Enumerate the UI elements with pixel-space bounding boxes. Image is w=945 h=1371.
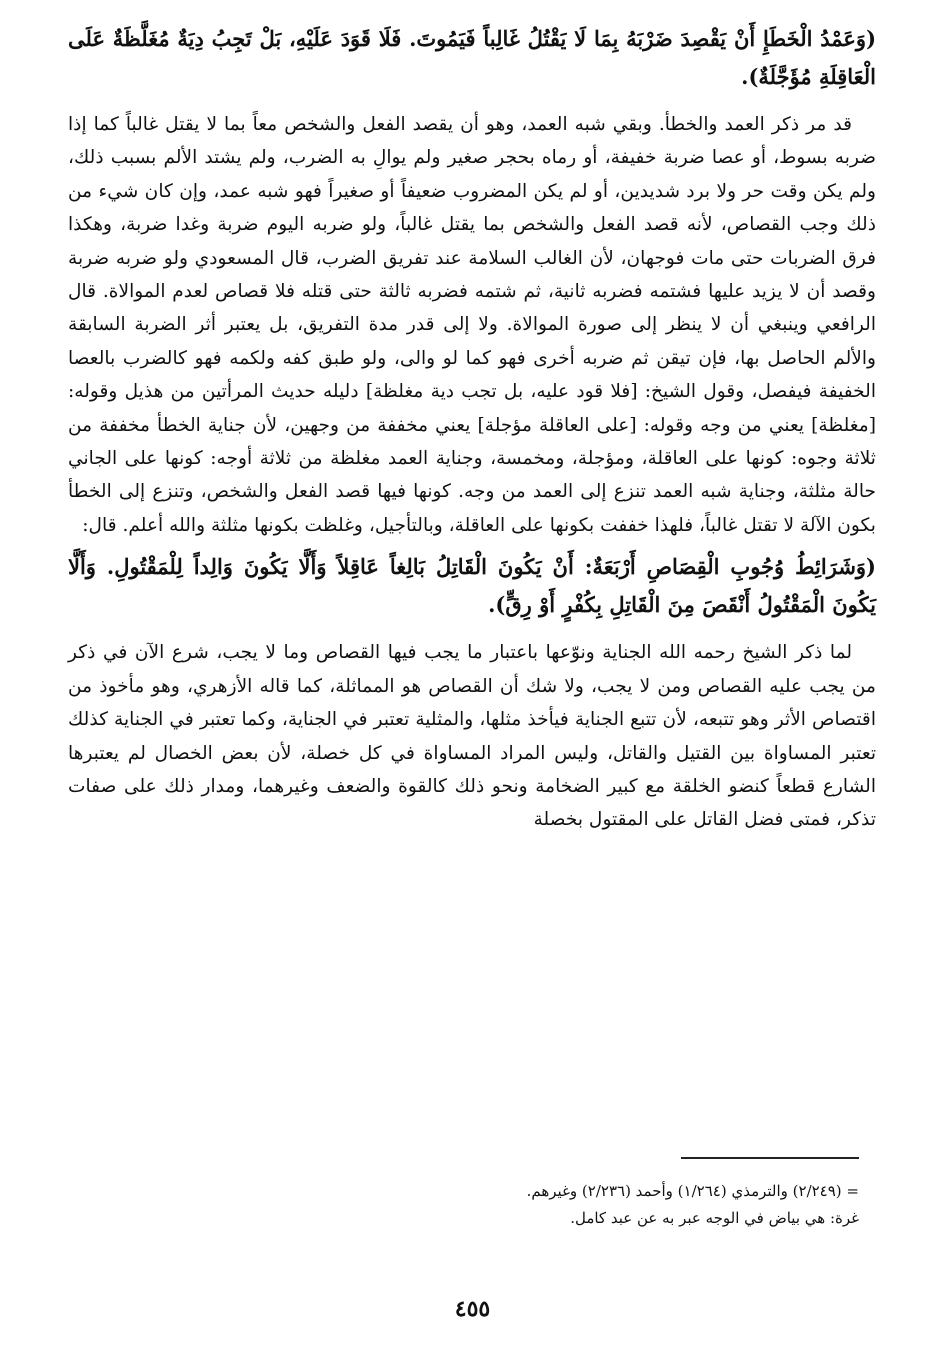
commentary-paragraph-1: قد مر ذكر العمد والخطأ. وبقي شبه العمد، وهو أن يقصد الفعل والشخص معاً بما لا يقتل غالباً كما إذا ضربه بسوط، أو عصا ضربة خفيفة، أو رماه بحجر صغير ولم يوالِ به الضرب، ولم يشتد الألم بسبب ذلك، ولم يكن وقت حر ولا برد شديدين، أو لم يكن المضروب ضعيفاً أو صغيراً فهو شبه عمد، وإن كان شيء من ذلك وجب القصاص، لأنه قصد الفعل والشخص بما يقتل غالباً، ولو ضربه اليوم ضربة وغدا ضربة، وهكذا فرق الضربات حتى مات فوجهان، لأن الغالب السلامة عند تفريق الضرب، قال المسعودي ولو ضربه ضربة وقصد أن لا يزيد عليها فشتمه فضربه ثانية، ثم شتمه فضربه ثالثة حتى قتله فلا قصاص لعدم الموالاة. قال الرافعي وينبغي أن لا ينظر إلى صورة الموالاة. ولا إلى قدر مدة التفريق، بل يعتبر أثر الضربة السابقة والألم الحاصل بها، فإن تيقن ثم ضربه أخرى فهو كما لو والى، ولو طبق كفه ولكمه فهو كالضرب بالعصا الخفيفة فيفصل، وقول الشيخ: [فلا قود عليه، بل تجب دية مغلظة] دليله حديث المرأتين من هذيل وقوله: [مغلظة] يعني من وجه وقوله: [على العاقلة مؤجلة] يعني مخففة من وجهين، لأن جناية الخطأ مخففة من ثلاثة وجوه: كونها على العاقلة، ومؤجلة، ومخمسة، وجناية العمد مغلظة من ثلاثة أوجه: كونها على الجاني حالة مثلثة، وجناية شبه العمد تنزع إلى العمد من وجه. كونها فيها قصد الفعل والشخص، وتنزع إلى الخطأ بكون الآلة لا تقتل غالباً، فلهذا خففت بكونها على العاقلة، وبالتأجيل، وغلظت بكونها مثلثة والله أعلم. قال: xyxy=(68,114,876,536)
page-body xyxy=(68,20,876,847)
footnote-line-2: غرة: هي بياض في الوجه عبر به عن عبد كامل. xyxy=(570,1209,859,1227)
commentary-paragraph-2: لما ذكر الشيخ رحمه الله الجناية ونوّعها باعتبار ما يجب فيها القصاص وما لا يجب، شرع الآن في ذكر من يجب عليه القصاص ومن لا يجب، ولا شك أن القصاص هو المماثلة، كما قاله الأزهري، وهو مأخوذ من اقتصاص الأثر وهو تتبعه، لأن تتبع الجناية فيأخذ مثلها، والمثلية تعتبر في الجناية، وكما تعتبر في الجناية كذلك تعتبر المساواة بين القتيل والقاتل، وليس المراد المساواة في كل خصلة، لأن بعض الخصال لم يعتبرها الشارع قطعاً كنضو الخلقة مع كبير الضخامة ونحو ذلك كالقوة والضعف وغيرهما، ومدار ذلك على صفات تذكر، فمتى فضل القاتل على المقتول بخصلة xyxy=(68,642,876,831)
footnote-line-1: = (٢/٢٤٩) والترمذي (١/٢٦٤) وأحمد (٢/٢٣٦) وغيرهم. xyxy=(526,1182,859,1200)
page-number: ٤٥٥ xyxy=(454,1296,491,1322)
matn-paragraph-1: (وَعَمْدُ الْخَطَإِ أَنْ يَقْصِدَ ضَرْبَهُ بِمَا لَا يَقْتُلُ غَالِباً فَيَمُوتَ. فَلَا قَوَدَ عَلَيْهِ، بَلْ تَجِبُ دِيَةٌ مُغَلَّظَةٌ عَلَى الْعَاقِلَةِ مُؤَجَّلَةٌ). xyxy=(68,26,876,89)
footnotes xyxy=(159,1178,859,1232)
footnote-divider xyxy=(681,1157,859,1159)
matn-paragraph-2: (وَشَرَائِطُ وُجُوبِ الْقِصَاصِ أَرْبَعَةٌ: أَنْ يَكُونَ الْقَاتِلُ بَالِغاً عَاقِلاً وَأَلَّا يَكُونَ وَالِداً لِلْمَقْتُولِ. وَأَلَّا يَكُونَ الْمَقْتُولُ أَنْقَصَ مِنَ الْقَاتِلِ بِكُفْرٍ أَوْ رِقٍّ). xyxy=(68,554,876,618)
